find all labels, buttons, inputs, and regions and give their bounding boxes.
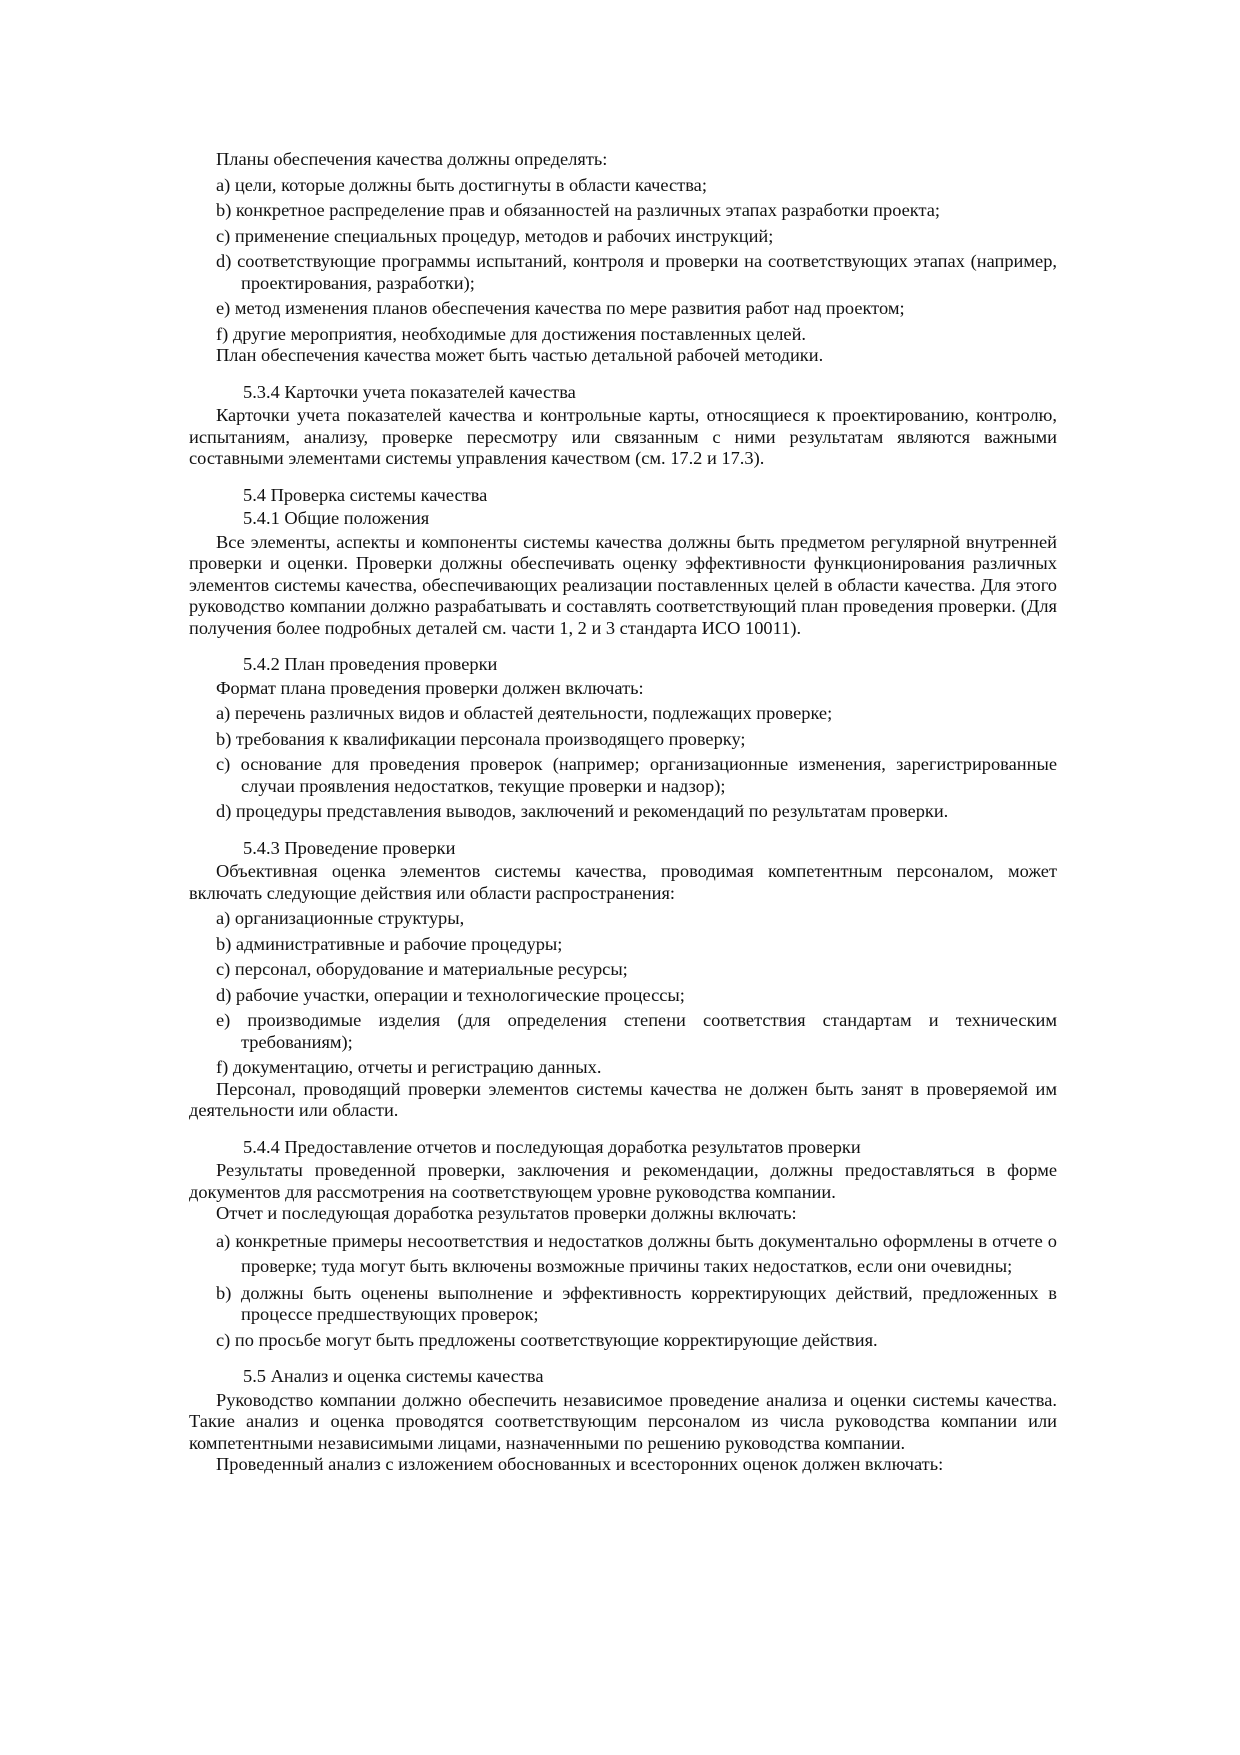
document-page [189, 149, 1057, 1476]
paragraph: Руководство компании должно обеспечить независимое проведение анализа и оценки системы качества. Такие анализ и оценка проводятся соответствующим персоналом из числа руководства компании или компетентными независимыми лицами, назначенными по решению руководства компании. [189, 1389, 1057, 1453]
section-heading: 5.4.3 Проведение проверки [243, 837, 456, 858]
list-item: c) персонал, оборудование и материальные ресурсы; [216, 959, 628, 979]
list-item: d) соответствующие программы испытаний, контроля и проверки на соответствующих этапах (например, проектирования, разработки); [216, 251, 1057, 293]
list-item: b) должны быть оценены выполнение и эффективность корректирующих действий, предложенных в процессе предшествующих проверок; [216, 1282, 1057, 1324]
paragraph: Планы обеспечения качества должны определять: [216, 149, 608, 169]
list-item: b) административные и рабочие процедуры; [216, 933, 563, 954]
list-item: c) по просьбе могут быть предложены соответствующие корректирующие действия. [216, 1329, 878, 1350]
paragraph: Проведенный анализ с изложением обоснованных и всесторонних оценок должен включать: [216, 1454, 944, 1474]
paragraph: План обеспечения качества может быть частью детальной рабочей методики. [216, 345, 824, 365]
paragraph: Персонал, проводящий проверки элементов системы качества не должен быть занят в проверяемой им деятельности или области. [189, 1078, 1057, 1120]
list-item: d) процедуры представления выводов, заключений и рекомендаций по результатам проверки. [216, 801, 949, 821]
list-item: b) требования к квалификации персонала производящего проверку; [216, 728, 746, 749]
paragraph: Результаты проведенной проверки, заключения и рекомендации, должны предоставляться в форме документов для рассмотрения на соответствующем уровне руководства компании. [189, 1160, 1057, 1202]
list-item: a) перечень различных видов и областей деятельности, подлежащих проверке; [216, 703, 833, 723]
section-heading: 5.3.4 Карточки учета показателей качества [243, 381, 576, 402]
section-heading: 5.4.2 План проведения проверки [243, 654, 498, 674]
list-item: d) рабочие участки, операции и технологические процессы; [216, 984, 685, 1005]
list-item: a) конкретные примеры несоответствия и недостатков должны быть документально оформлены в отчете о проверке; туда могут быть включены возможные причины таких недостатков, если они очевидны; [216, 1230, 1057, 1276]
paragraph: Карточки учета показателей качества и контрольные карты, относящиеся к проектированию, контролю, испытаниям, анализу, проверке пересмотру или связанным с ними результатам являются важными составными элементами системы управления качеством (см. 17.2 и 17.3). [189, 405, 1057, 468]
list-item: e) метод изменения планов обеспечения качества по мере развития работ над проектом; [216, 298, 905, 318]
list-item: f) документацию, отчеты и регистрацию данных. [216, 1057, 602, 1077]
paragraph: Объективная оценка элементов системы качества, проводимая компетентным персоналом, может включать следующие действия или области распространения: [189, 861, 1057, 903]
section-heading: 5.4.4 Предоставление отчетов и последующая доработка результатов проверки [243, 1136, 861, 1157]
list-item: a) цели, которые должны быть достигнуты в области качества; [216, 174, 707, 195]
list-item: a) организационные структуры, [216, 908, 465, 928]
section-heading: 5.4 Проверка системы качества [243, 484, 488, 505]
list-item: c) основание для проведения проверок (например; организационные изменения, зарегистрированные случаи проявления недостатков, текущие проверки и надзор); [216, 754, 1057, 796]
paragraph: Все элементы, аспекты и компоненты системы качества должны быть предметом регулярной внутренней проверки и оценки. Проверки должны обеспечивать оценку эффективности функционирования различных элементов системы качества, обеспечивающих реализации поставленных целей в области качества. Для этого руководство компании должно разрабатывать и составлять соответствующий план проведения проверки. (Для получения более подробных деталей см. части 1, 2 и 3 стандарта ИСО 10011). [189, 531, 1057, 638]
list-item: f) другие мероприятия, необходимые для достижения поставленных целей. [216, 323, 807, 344]
paragraph: Формат плана проведения проверки должен включать: [216, 677, 644, 698]
list-item: c) применение специальных процедур, методов и рабочих инструкций; [216, 225, 774, 246]
paragraph: Отчет и последующая доработка результатов проверки должны включать: [216, 1203, 797, 1223]
section-heading: 5.5 Анализ и оценка системы качества [243, 1366, 544, 1386]
list-item: b) конкретное распределение прав и обязанностей на различных этапах разработки проекта; [216, 200, 941, 220]
list-item: e) производимые изделия (для определения степени соответствия стандартам и техническим требованиям); [216, 1010, 1057, 1052]
section-heading: 5.4.1 Общие положения [243, 508, 430, 528]
